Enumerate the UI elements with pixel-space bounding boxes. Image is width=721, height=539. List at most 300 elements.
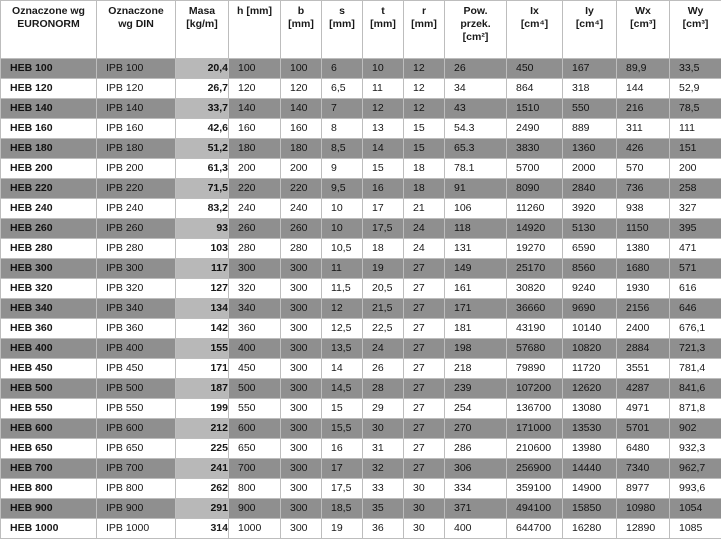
- table-row: [1, 159, 721, 179]
- cell-iy: 9240: [563, 279, 617, 299]
- cell-t: 10: [363, 59, 404, 79]
- cell-din: IPB 900: [97, 499, 176, 519]
- cell-s: 12: [322, 299, 363, 319]
- cell-wy: 721,3: [670, 339, 721, 359]
- cell-t: 33: [363, 479, 404, 499]
- cell-area: 334: [445, 479, 507, 499]
- cell-b: 160: [281, 119, 322, 139]
- cell-b: 300: [281, 299, 322, 319]
- header-mass: [176, 1, 229, 59]
- cell-iy: 8560: [563, 259, 617, 279]
- cell-area: 91: [445, 179, 507, 199]
- cell-wx: 1930: [617, 279, 670, 299]
- cell-din: IPB 1000: [97, 519, 176, 539]
- cell-euronorm: HEB 500: [1, 379, 97, 399]
- header-wx: [617, 1, 670, 59]
- cell-t: 11: [363, 79, 404, 99]
- cell-mass: 171: [176, 359, 229, 379]
- cell-h: 800: [229, 479, 281, 499]
- cell-ix: 210600: [507, 439, 563, 459]
- cell-h: 200: [229, 159, 281, 179]
- cell-h: 900: [229, 499, 281, 519]
- cell-h: 140: [229, 99, 281, 119]
- cell-wy: 471: [670, 239, 721, 259]
- cell-wy: 646: [670, 299, 721, 319]
- cell-t: 21,5: [363, 299, 404, 319]
- cell-t: 13: [363, 119, 404, 139]
- cell-din: IPB 600: [97, 419, 176, 439]
- cell-ix: 1510: [507, 99, 563, 119]
- cell-euronorm: HEB 600: [1, 419, 97, 439]
- cell-h: 400: [229, 339, 281, 359]
- table-row: [1, 419, 721, 439]
- cell-area: 149: [445, 259, 507, 279]
- header-wx-line: [cm³]: [617, 18, 669, 31]
- header-euronorm: [1, 1, 97, 59]
- cell-wx: 938: [617, 199, 670, 219]
- cell-din: IPB 240: [97, 199, 176, 219]
- cell-area: 400: [445, 519, 507, 539]
- cell-iy: 550: [563, 99, 617, 119]
- cell-s: 8: [322, 119, 363, 139]
- cell-wx: 216: [617, 99, 670, 119]
- cell-ix: 136700: [507, 399, 563, 419]
- cell-s: 16: [322, 439, 363, 459]
- cell-euronorm: HEB 400: [1, 339, 97, 359]
- cell-ix: 171000: [507, 419, 563, 439]
- cell-euronorm: HEB 450: [1, 359, 97, 379]
- cell-euronorm: HEB 140: [1, 99, 97, 119]
- cell-mass: 42,6: [176, 119, 229, 139]
- cell-euronorm: HEB 800: [1, 479, 97, 499]
- header-t-line: t: [363, 5, 403, 18]
- cell-b: 220: [281, 179, 322, 199]
- cell-r: 27: [404, 279, 445, 299]
- cell-din: IPB 280: [97, 239, 176, 259]
- header-wy-line: Wy: [670, 5, 721, 18]
- cell-ix: 864: [507, 79, 563, 99]
- cell-b: 140: [281, 99, 322, 119]
- cell-h: 600: [229, 419, 281, 439]
- cell-t: 17: [363, 199, 404, 219]
- cell-mass: 61,3: [176, 159, 229, 179]
- cell-mass: 241: [176, 459, 229, 479]
- cell-wy: 151: [670, 139, 721, 159]
- table-row: [1, 59, 721, 79]
- cell-s: 8,5: [322, 139, 363, 159]
- header-ix-line: Ix: [507, 5, 562, 18]
- cell-t: 32: [363, 459, 404, 479]
- cell-din: IPB 180: [97, 139, 176, 159]
- cell-s: 10: [322, 219, 363, 239]
- cell-iy: 14440: [563, 459, 617, 479]
- cell-euronorm: HEB 160: [1, 119, 97, 139]
- cell-area: 171: [445, 299, 507, 319]
- cell-wx: 2884: [617, 339, 670, 359]
- cell-area: 54.3: [445, 119, 507, 139]
- cell-din: IPB 650: [97, 439, 176, 459]
- cell-area: 286: [445, 439, 507, 459]
- header-euronorm-line: EURONORM: [1, 18, 96, 31]
- header-iy-line: Iy: [563, 5, 616, 18]
- header-din-line: Oznaczone: [97, 5, 175, 18]
- cell-wy: 841,6: [670, 379, 721, 399]
- cell-h: 650: [229, 439, 281, 459]
- header-t-line: [mm]: [363, 18, 403, 31]
- cell-wx: 5701: [617, 419, 670, 439]
- cell-area: 106: [445, 199, 507, 219]
- cell-iy: 13080: [563, 399, 617, 419]
- cell-wx: 6480: [617, 439, 670, 459]
- header-r-line: [mm]: [404, 18, 444, 31]
- header-mass-line: Masa: [176, 5, 228, 18]
- cell-area: 218: [445, 359, 507, 379]
- table-row: [1, 519, 721, 539]
- table-row: [1, 119, 721, 139]
- cell-mass: 199: [176, 399, 229, 419]
- cell-wy: 871,8: [670, 399, 721, 419]
- cell-euronorm: HEB 340: [1, 299, 97, 319]
- cell-wx: 8977: [617, 479, 670, 499]
- cell-b: 300: [281, 359, 322, 379]
- cell-din: IPB 320: [97, 279, 176, 299]
- cell-mass: 155: [176, 339, 229, 359]
- cell-din: IPB 260: [97, 219, 176, 239]
- table-row: [1, 79, 721, 99]
- cell-t: 15: [363, 159, 404, 179]
- cell-t: 35: [363, 499, 404, 519]
- cell-b: 300: [281, 379, 322, 399]
- cell-area: 254: [445, 399, 507, 419]
- cell-din: IPB 340: [97, 299, 176, 319]
- cell-din: IPB 700: [97, 459, 176, 479]
- cell-iy: 14900: [563, 479, 617, 499]
- cell-wx: 2156: [617, 299, 670, 319]
- header-s-line: [mm]: [322, 18, 362, 31]
- cell-h: 160: [229, 119, 281, 139]
- cell-t: 26: [363, 359, 404, 379]
- cell-iy: 16280: [563, 519, 617, 539]
- cell-euronorm: HEB 120: [1, 79, 97, 99]
- cell-area: 78.1: [445, 159, 507, 179]
- cell-mass: 134: [176, 299, 229, 319]
- table-row: [1, 399, 721, 419]
- cell-r: 21: [404, 199, 445, 219]
- table-row: [1, 219, 721, 239]
- cell-mass: 212: [176, 419, 229, 439]
- cell-s: 14: [322, 359, 363, 379]
- cell-mass: 103: [176, 239, 229, 259]
- cell-r: 18: [404, 159, 445, 179]
- cell-t: 28: [363, 379, 404, 399]
- cell-ix: 25170: [507, 259, 563, 279]
- cell-r: 24: [404, 239, 445, 259]
- cell-wx: 1680: [617, 259, 670, 279]
- cell-h: 240: [229, 199, 281, 219]
- header-r: [404, 1, 445, 59]
- cell-euronorm: HEB 220: [1, 179, 97, 199]
- cell-iy: 15850: [563, 499, 617, 519]
- cell-din: IPB 160: [97, 119, 176, 139]
- cell-h: 360: [229, 319, 281, 339]
- cell-b: 260: [281, 219, 322, 239]
- cell-r: 27: [404, 459, 445, 479]
- cell-mass: 291: [176, 499, 229, 519]
- cell-ix: 494100: [507, 499, 563, 519]
- cell-s: 14,5: [322, 379, 363, 399]
- cell-r: 30: [404, 479, 445, 499]
- cell-ix: 43190: [507, 319, 563, 339]
- cell-t: 20,5: [363, 279, 404, 299]
- cell-r: 27: [404, 339, 445, 359]
- cell-wx: 2400: [617, 319, 670, 339]
- cell-h: 550: [229, 399, 281, 419]
- cell-h: 260: [229, 219, 281, 239]
- cell-s: 10,5: [322, 239, 363, 259]
- header-din: [97, 1, 176, 59]
- cell-t: 22,5: [363, 319, 404, 339]
- cell-b: 100: [281, 59, 322, 79]
- cell-area: 65.3: [445, 139, 507, 159]
- cell-t: 12: [363, 99, 404, 119]
- table-row: [1, 499, 721, 519]
- header-t: [363, 1, 404, 59]
- cell-mass: 127: [176, 279, 229, 299]
- cell-area: 131: [445, 239, 507, 259]
- cell-r: 27: [404, 299, 445, 319]
- cell-mass: 71,5: [176, 179, 229, 199]
- cell-b: 300: [281, 519, 322, 539]
- cell-ix: 3830: [507, 139, 563, 159]
- cell-r: 15: [404, 139, 445, 159]
- cell-wy: 1085: [670, 519, 721, 539]
- cell-euronorm: HEB 700: [1, 459, 97, 479]
- cell-euronorm: HEB 650: [1, 439, 97, 459]
- cell-area: 198: [445, 339, 507, 359]
- cell-ix: 19270: [507, 239, 563, 259]
- table-row: [1, 259, 721, 279]
- cell-b: 300: [281, 399, 322, 419]
- cell-ix: 8090: [507, 179, 563, 199]
- cell-h: 700: [229, 459, 281, 479]
- cell-area: 371: [445, 499, 507, 519]
- cell-s: 6,5: [322, 79, 363, 99]
- cell-din: IPB 450: [97, 359, 176, 379]
- cell-s: 10: [322, 199, 363, 219]
- cell-ix: 11260: [507, 199, 563, 219]
- header-row: [1, 1, 721, 59]
- cell-ix: 107200: [507, 379, 563, 399]
- cell-mass: 225: [176, 439, 229, 459]
- cell-s: 17: [322, 459, 363, 479]
- table-row: [1, 339, 721, 359]
- cell-din: IPB 800: [97, 479, 176, 499]
- cell-s: 18,5: [322, 499, 363, 519]
- cell-iy: 889: [563, 119, 617, 139]
- cell-wy: 993,6: [670, 479, 721, 499]
- cell-wx: 1150: [617, 219, 670, 239]
- cell-s: 12,5: [322, 319, 363, 339]
- cell-euronorm: HEB 900: [1, 499, 97, 519]
- cell-din: IPB 400: [97, 339, 176, 359]
- cell-mass: 93: [176, 219, 229, 239]
- cell-b: 300: [281, 499, 322, 519]
- cell-t: 19: [363, 259, 404, 279]
- cell-mass: 83,2: [176, 199, 229, 219]
- cell-iy: 13530: [563, 419, 617, 439]
- cell-h: 300: [229, 259, 281, 279]
- header-mass-line: [kg/m]: [176, 18, 228, 31]
- cell-s: 13,5: [322, 339, 363, 359]
- cell-wy: 962,7: [670, 459, 721, 479]
- cell-wx: 7340: [617, 459, 670, 479]
- header-area-line: [cm²]: [445, 31, 506, 44]
- cell-iy: 167: [563, 59, 617, 79]
- cell-b: 300: [281, 259, 322, 279]
- cell-s: 19: [322, 519, 363, 539]
- cell-r: 24: [404, 219, 445, 239]
- cell-r: 12: [404, 79, 445, 99]
- header-iy: [563, 1, 617, 59]
- cell-euronorm: HEB 100: [1, 59, 97, 79]
- cell-wx: 3551: [617, 359, 670, 379]
- cell-wy: 902: [670, 419, 721, 439]
- cell-wy: 327: [670, 199, 721, 219]
- cell-wx: 12890: [617, 519, 670, 539]
- cell-h: 500: [229, 379, 281, 399]
- header-b-line: [mm]: [281, 18, 321, 31]
- cell-din: IPB 300: [97, 259, 176, 279]
- cell-b: 240: [281, 199, 322, 219]
- header-wx-line: Wx: [617, 5, 669, 18]
- cell-t: 14: [363, 139, 404, 159]
- cell-area: 161: [445, 279, 507, 299]
- cell-euronorm: HEB 280: [1, 239, 97, 259]
- cell-b: 300: [281, 459, 322, 479]
- header-area: [445, 1, 507, 59]
- cell-t: 30: [363, 419, 404, 439]
- cell-b: 300: [281, 479, 322, 499]
- cell-ix: 14920: [507, 219, 563, 239]
- table-row: [1, 179, 721, 199]
- cell-s: 11: [322, 259, 363, 279]
- cell-mass: 51,2: [176, 139, 229, 159]
- cell-wy: 781,4: [670, 359, 721, 379]
- cell-wx: 10980: [617, 499, 670, 519]
- cell-r: 27: [404, 359, 445, 379]
- cell-area: 239: [445, 379, 507, 399]
- table-row: [1, 99, 721, 119]
- cell-euronorm: HEB 240: [1, 199, 97, 219]
- cell-wx: 426: [617, 139, 670, 159]
- cell-din: IPB 200: [97, 159, 176, 179]
- header-ix: [507, 1, 563, 59]
- cell-iy: 3920: [563, 199, 617, 219]
- cell-iy: 11720: [563, 359, 617, 379]
- cell-s: 6: [322, 59, 363, 79]
- cell-din: IPB 120: [97, 79, 176, 99]
- table-row: [1, 139, 721, 159]
- cell-din: IPB 550: [97, 399, 176, 419]
- cell-h: 100: [229, 59, 281, 79]
- cell-mass: 33,7: [176, 99, 229, 119]
- cell-wx: 736: [617, 179, 670, 199]
- cell-r: 27: [404, 439, 445, 459]
- cell-area: 270: [445, 419, 507, 439]
- header-area-line: Pow.: [445, 5, 506, 18]
- cell-b: 280: [281, 239, 322, 259]
- cell-area: 26: [445, 59, 507, 79]
- header-b-line: b: [281, 5, 321, 18]
- cell-t: 16: [363, 179, 404, 199]
- cell-h: 280: [229, 239, 281, 259]
- cell-s: 9: [322, 159, 363, 179]
- cell-s: 9,5: [322, 179, 363, 199]
- cell-wx: 89,9: [617, 59, 670, 79]
- cell-r: 27: [404, 319, 445, 339]
- table-row: [1, 379, 721, 399]
- cell-wy: 571: [670, 259, 721, 279]
- header-wy: [670, 1, 721, 59]
- cell-wy: 200: [670, 159, 721, 179]
- header-r-line: r: [404, 5, 444, 18]
- cell-din: IPB 220: [97, 179, 176, 199]
- cell-wy: 616: [670, 279, 721, 299]
- cell-iy: 2000: [563, 159, 617, 179]
- cell-area: 181: [445, 319, 507, 339]
- table-row: [1, 439, 721, 459]
- cell-s: 17,5: [322, 479, 363, 499]
- cell-ix: 359100: [507, 479, 563, 499]
- cell-b: 300: [281, 419, 322, 439]
- cell-r: 12: [404, 99, 445, 119]
- cell-b: 300: [281, 279, 322, 299]
- header-b: [281, 1, 322, 59]
- table-row: [1, 199, 721, 219]
- cell-area: 118: [445, 219, 507, 239]
- cell-ix: 79890: [507, 359, 563, 379]
- table-body: [1, 59, 721, 539]
- cell-r: 15: [404, 119, 445, 139]
- cell-h: 120: [229, 79, 281, 99]
- cell-iy: 318: [563, 79, 617, 99]
- cell-b: 300: [281, 439, 322, 459]
- cell-ix: 450: [507, 59, 563, 79]
- cell-iy: 5130: [563, 219, 617, 239]
- cell-h: 340: [229, 299, 281, 319]
- cell-din: IPB 140: [97, 99, 176, 119]
- header-area-line: przek.: [445, 18, 506, 31]
- cell-iy: 10140: [563, 319, 617, 339]
- cell-s: 11,5: [322, 279, 363, 299]
- cell-h: 320: [229, 279, 281, 299]
- cell-b: 300: [281, 339, 322, 359]
- cell-s: 15: [322, 399, 363, 419]
- cell-b: 300: [281, 319, 322, 339]
- cell-mass: 117: [176, 259, 229, 279]
- cell-ix: 644700: [507, 519, 563, 539]
- header-din-line: wg DIN: [97, 18, 175, 31]
- cell-mass: 26,7: [176, 79, 229, 99]
- cell-r: 27: [404, 399, 445, 419]
- cell-din: IPB 360: [97, 319, 176, 339]
- cell-euronorm: HEB 550: [1, 399, 97, 419]
- cell-ix: 57680: [507, 339, 563, 359]
- cell-euronorm: HEB 360: [1, 319, 97, 339]
- cell-wx: 570: [617, 159, 670, 179]
- cell-ix: 5700: [507, 159, 563, 179]
- cell-iy: 10820: [563, 339, 617, 359]
